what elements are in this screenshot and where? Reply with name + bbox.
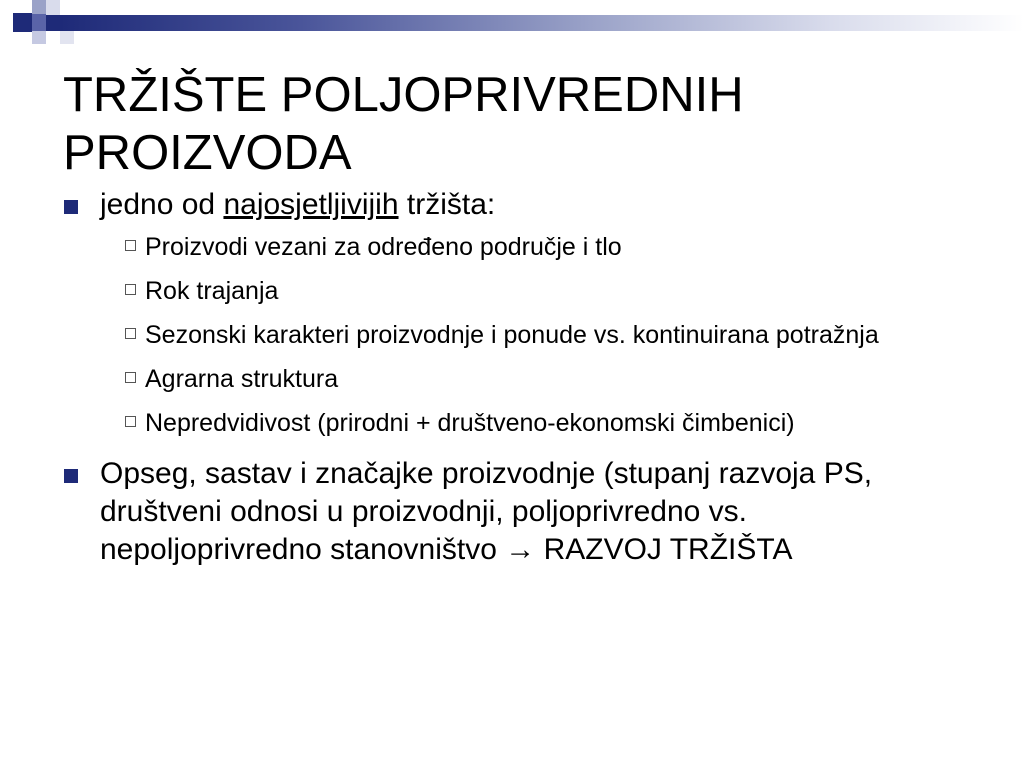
decor-square-icon — [13, 13, 32, 32]
bullet-list — [62, 186, 962, 569]
header-gradient-bar — [60, 15, 1024, 31]
sub-bullet-item — [100, 362, 962, 397]
header-decoration — [0, 0, 1024, 44]
filled-square-icon — [64, 469, 78, 483]
sub-bullet-text: Sezonski karakteri proizvodnje i ponude vs. kontinuirana potražnja — [145, 321, 879, 349]
decor-square-icon — [32, 14, 46, 31]
bullet-item — [62, 455, 962, 569]
decor-square-icon — [32, 0, 46, 14]
bullet-text: tržišta: — [398, 188, 496, 221]
sub-bullet-item — [100, 406, 962, 441]
hollow-square-icon — [125, 284, 136, 295]
sub-bullet-item — [100, 230, 962, 265]
sub-bullet-text: Rok trajanja — [145, 277, 279, 305]
decor-square-icon — [60, 31, 74, 44]
sub-bullet-text: Nepredvidivost (prirodni + društveno-ekonomski čimbenici) — [145, 409, 795, 437]
decor-square-icon — [46, 15, 60, 31]
bullet-item — [62, 186, 962, 441]
bullet-text: Opseg, sastav i značajke proizvodnje (stupanj razvoja PS, društveni odnosi u proizvodnji, poljoprivredno vs. nepoljoprivredno stanovništvo → RAZVOJ TRŽIŠTA — [100, 457, 873, 566]
bullet-text: jedno od — [100, 188, 224, 221]
filled-square-icon — [64, 200, 78, 214]
hollow-square-icon — [125, 328, 136, 339]
decor-square-icon — [32, 31, 46, 44]
slide-title: TRŽIŠTE POLJOPRIVREDNIH PROIZVODA — [63, 68, 744, 180]
sub-bullet-item — [100, 274, 962, 309]
sub-bullet-item — [100, 318, 962, 353]
decor-square-icon — [46, 0, 60, 15]
hollow-square-icon — [125, 372, 136, 383]
sub-bullet-list — [100, 230, 962, 441]
sub-bullet-text: Proizvodi vezani za određeno područje i tlo — [145, 233, 622, 261]
hollow-square-icon — [125, 416, 136, 427]
sub-bullet-text: Agrarna struktura — [145, 365, 339, 393]
hollow-square-icon — [125, 240, 136, 251]
underlined-text: najosjetljivijih — [223, 188, 399, 221]
